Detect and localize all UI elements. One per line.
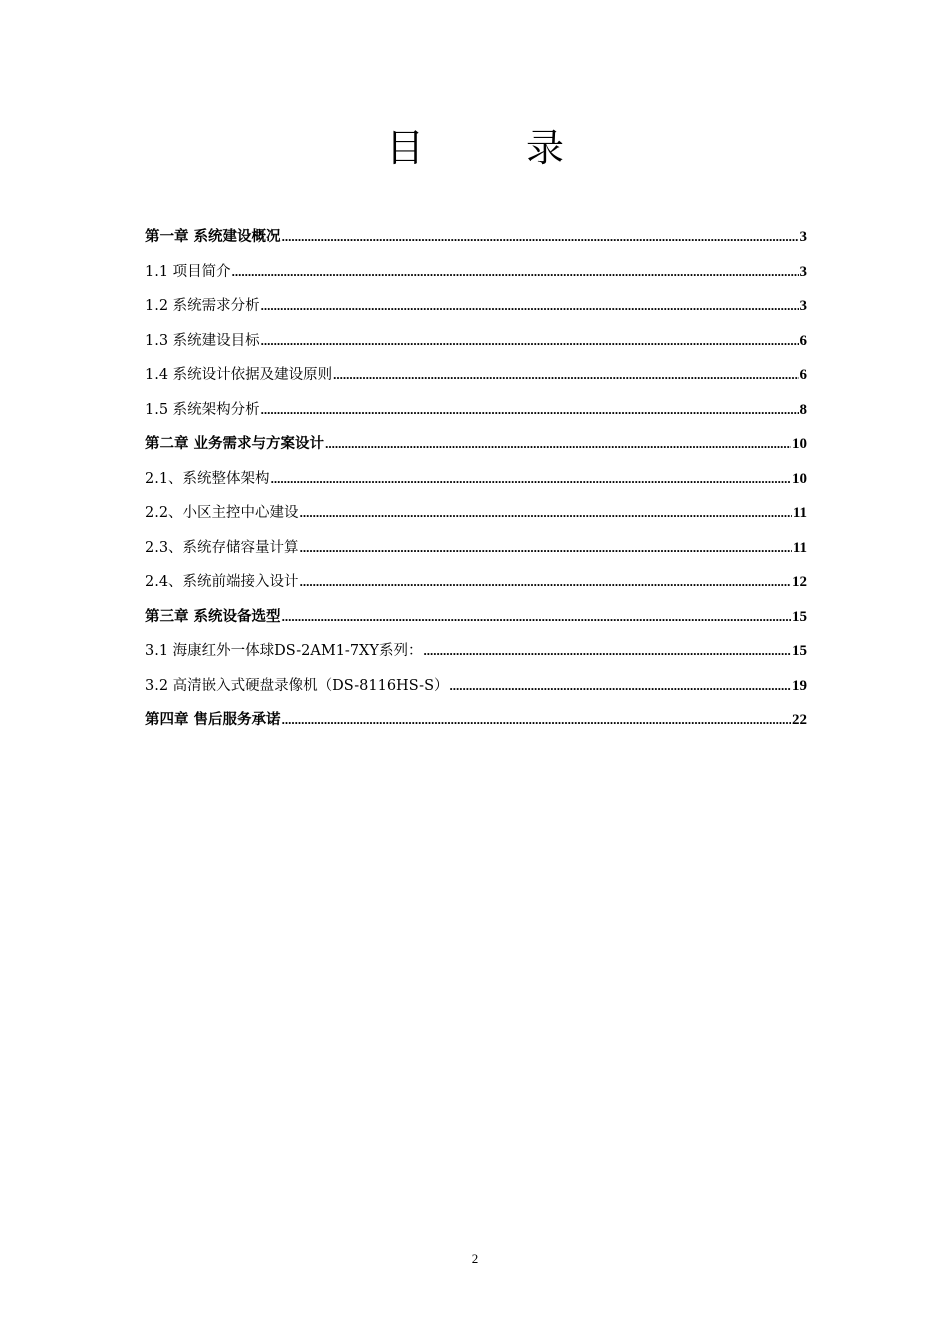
- toc-entry-page: 6: [799, 367, 807, 383]
- toc-entry-chapter-3[interactable]: [145, 602, 807, 637]
- toc-entry-page: 10: [792, 436, 807, 452]
- toc-entry-text: 第四章 售后服务承诺: [145, 712, 281, 728]
- toc-entry-1-4[interactable]: [145, 360, 807, 395]
- toc-entry-text: 第三章 系统设备选型: [145, 608, 281, 625]
- toc-leader-dots: [261, 395, 799, 425]
- toc-entry-1-1[interactable]: [145, 257, 807, 292]
- toc-entry-text: 3.1 海康红外一体球DS-2AM1-7XY系列：: [145, 643, 423, 659]
- toc-leader-dots: [232, 257, 799, 287]
- toc-entry-page: 10: [792, 470, 807, 487]
- toc-entry-text: 1.4 系统设计依据及建设原则: [145, 367, 333, 383]
- toc-entry-text: 1.1 项目简介: [145, 263, 231, 280]
- toc-entry-text: 1.2 系统需求分析: [145, 298, 260, 314]
- toc-leader-dots: [450, 671, 791, 701]
- toc-entry-page: 15: [792, 608, 807, 625]
- toc-entry-page: 11: [792, 505, 807, 521]
- toc-entry-3-2[interactable]: [145, 671, 807, 706]
- toc-leader-dots: [325, 429, 791, 459]
- page-title: 目 录: [385, 126, 596, 171]
- toc-entry-page: 12: [792, 574, 807, 590]
- toc-entry-page: 8: [799, 401, 807, 418]
- toc-entry-3-1[interactable]: [145, 636, 807, 671]
- toc-entry-text: 1.5 系统架构分析: [145, 401, 260, 418]
- toc-entry-page: 3: [799, 298, 807, 314]
- toc-leader-dots: [261, 291, 799, 321]
- toc-leader-dots: [271, 464, 791, 494]
- toc-entry-1-3[interactable]: [145, 326, 807, 361]
- toc-entry-page: 3: [799, 229, 807, 245]
- toc-entry-1-5[interactable]: [145, 395, 807, 430]
- toc-entry-text: 第二章 业务需求与方案设计: [145, 436, 325, 452]
- toc-entry-page: 19: [792, 677, 807, 694]
- toc-entry-page: 6: [799, 332, 807, 349]
- toc-entry-page: 15: [792, 643, 807, 659]
- toc-entry-2-2[interactable]: [145, 498, 807, 533]
- toc-entry-text: 1.3 系统建设目标: [145, 332, 260, 349]
- toc-entry-chapter-4[interactable]: [145, 705, 807, 740]
- page-number: 2: [471, 1251, 479, 1266]
- toc-leader-dots: [282, 222, 799, 252]
- toc-leader-dots: [300, 533, 792, 563]
- toc-leader-dots: [282, 602, 791, 632]
- toc-entry-page: 22: [792, 712, 807, 728]
- toc-entry-page: 11: [792, 539, 807, 556]
- table-of-contents: [145, 222, 807, 740]
- toc-entry-text: 2.4、系统前端接入设计: [145, 574, 299, 590]
- toc-leader-dots: [333, 360, 798, 390]
- toc-entry-2-1[interactable]: [145, 464, 807, 499]
- toc-entry-text: 3.2 高清嵌入式硬盘录像机（DS-8116HS-S）: [145, 677, 449, 694]
- toc-entry-text: 2.3、系统存储容量计算: [145, 539, 299, 556]
- toc-entry-text: 2.1、系统整体架构: [145, 470, 270, 487]
- toc-entry-page: 3: [799, 263, 807, 280]
- toc-entry-2-4[interactable]: [145, 567, 807, 602]
- toc-leader-dots: [300, 567, 791, 597]
- toc-leader-dots: [282, 705, 791, 735]
- toc-entry-text: 第一章 系统建设概况: [145, 229, 281, 245]
- toc-entry-2-3[interactable]: [145, 533, 807, 568]
- toc-leader-dots: [423, 636, 791, 666]
- toc-entry-text: 2.2、小区主控中心建设: [145, 505, 299, 521]
- toc-entry-1-2[interactable]: [145, 291, 807, 326]
- toc-leader-dots: [261, 326, 799, 356]
- toc-leader-dots: [300, 498, 792, 528]
- toc-entry-chapter-2[interactable]: [145, 429, 807, 464]
- toc-entry-chapter-1[interactable]: [145, 222, 807, 257]
